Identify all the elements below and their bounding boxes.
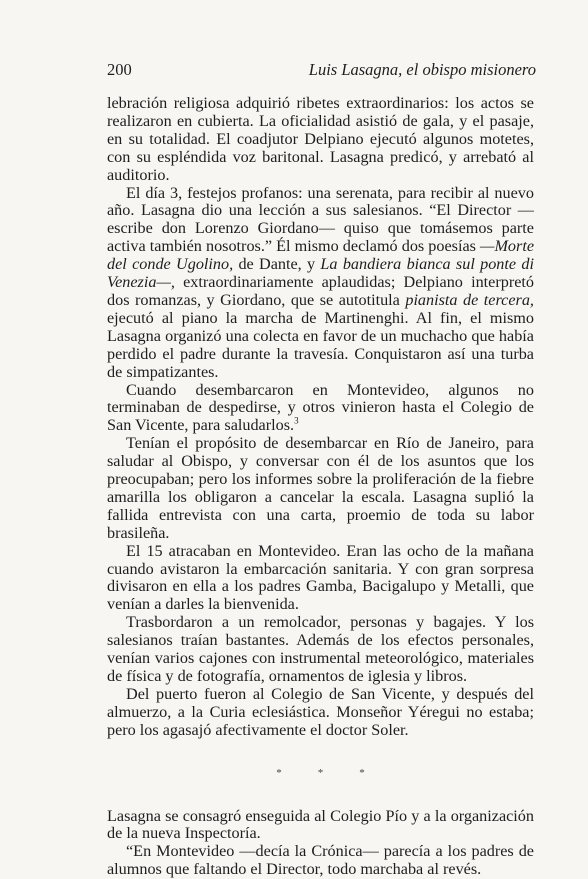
paragraph: lebración religiosa adquirió ribetes extraordinarios: los actos se realizaron en cubierta. La oficialidad asistió de gala, y el pasaje, en su totalidad. El coadjutor Delpiano ejecutó algunos motetes, con su espléndida voz baritonal. Lasagna predicó, y arrebató al auditorio. [107,94,534,184]
paragraph: Trasbordaron a un remolcador, personas y bagajes. Y los salesianos traían bastantes. Además de los efectos personales, venían varios cajones con instrumental meteorológico, materiales de física y de fotografía, ornamentos de iglesia y libros. [107,613,534,685]
paragraph: Del puerto fueron al Colegio de San Vicente, y después del almuerzo, a la Curia eclesiástica. Monseñor Yéregui no estaba; pero los agasajó afectivamente el doctor Soler. [107,684,534,739]
page-number: 200 [107,60,132,79]
paragraph: “En Montevideo —decía la Crónica— parecía a los padres de alumnos que faltando el Director, todo marchaba al revés. [107,842,534,879]
separator-star: * [359,766,365,779]
text-run: Cuando desembarcaron en Montevideo, algunos no terminaban de despedirse, y otros vinieron hasta el Colegio de San Vicente, para saludarlos. [107,380,534,435]
italic-title: —Morte del conde Ugolino, [107,237,534,274]
separator-star: * [276,766,282,779]
text-run: El día 3, festejos profanos: una serenata, para recibir al nuevo año. Lasagna dio una lección a sus salesianos. “El Director —escribe don Lorenzo Giordano— quiso que tomásemos parte activa también nosotros.” Él mismo declamó dos poesías [107,183,534,256]
italic-phrase: pianista de tercera, [405,290,534,309]
paragraph [107,382,534,436]
running-title: Luis Lasagna, el obispo misionero [308,60,536,79]
paragraph [107,185,534,382]
paragraph: Tenían el propósito de desembarcar en Río de Janeiro, para saludar al Obispo, y conversar con él de los asuntos que los preocupaban; pero los informes sobre la proliferación de la fiebre amarilla los obligaron a cancelar la escala. Lasagna suplió la fallida entrevista con una carta, proemio de toda su labor brasileña. [107,434,534,542]
section-separator [107,765,534,783]
paragraph: El 15 atracaban en Montevideo. Eran las ocho de la mañana cuando avistaron la embarcación sanitaria. Y con gran sorpresa divisaron en ella a los padres Gamba, Bacigalupo y Metalli, que venían a darles la bienvenida. [107,541,534,614]
text-run: ejecutó al piano la marcha de Martinenghi. Al fin, el mismo Lasagna organizó una colecta en favor de un muchacho que había perdido el padre durante la travesía. Conquistaron así una turba de simpatizantes. [107,308,534,381]
footnote-marker: 3 [294,415,299,426]
body-text [107,95,534,879]
separator-star: * [317,766,324,779]
paragraph: Lasagna se consagró enseguida al Colegio Pío y a la organización de la nueva Inspectoría. [107,806,534,843]
text-run: extraordinariamente aplaudidas; Delpiano interpretó dos romanzas, y Giordano, que se autotitula [107,273,534,309]
italic-title: La bandiera bianca sul ponte di Venezia—, [107,255,534,292]
running-header [107,60,536,82]
text-run: de Dante, y [233,255,321,274]
